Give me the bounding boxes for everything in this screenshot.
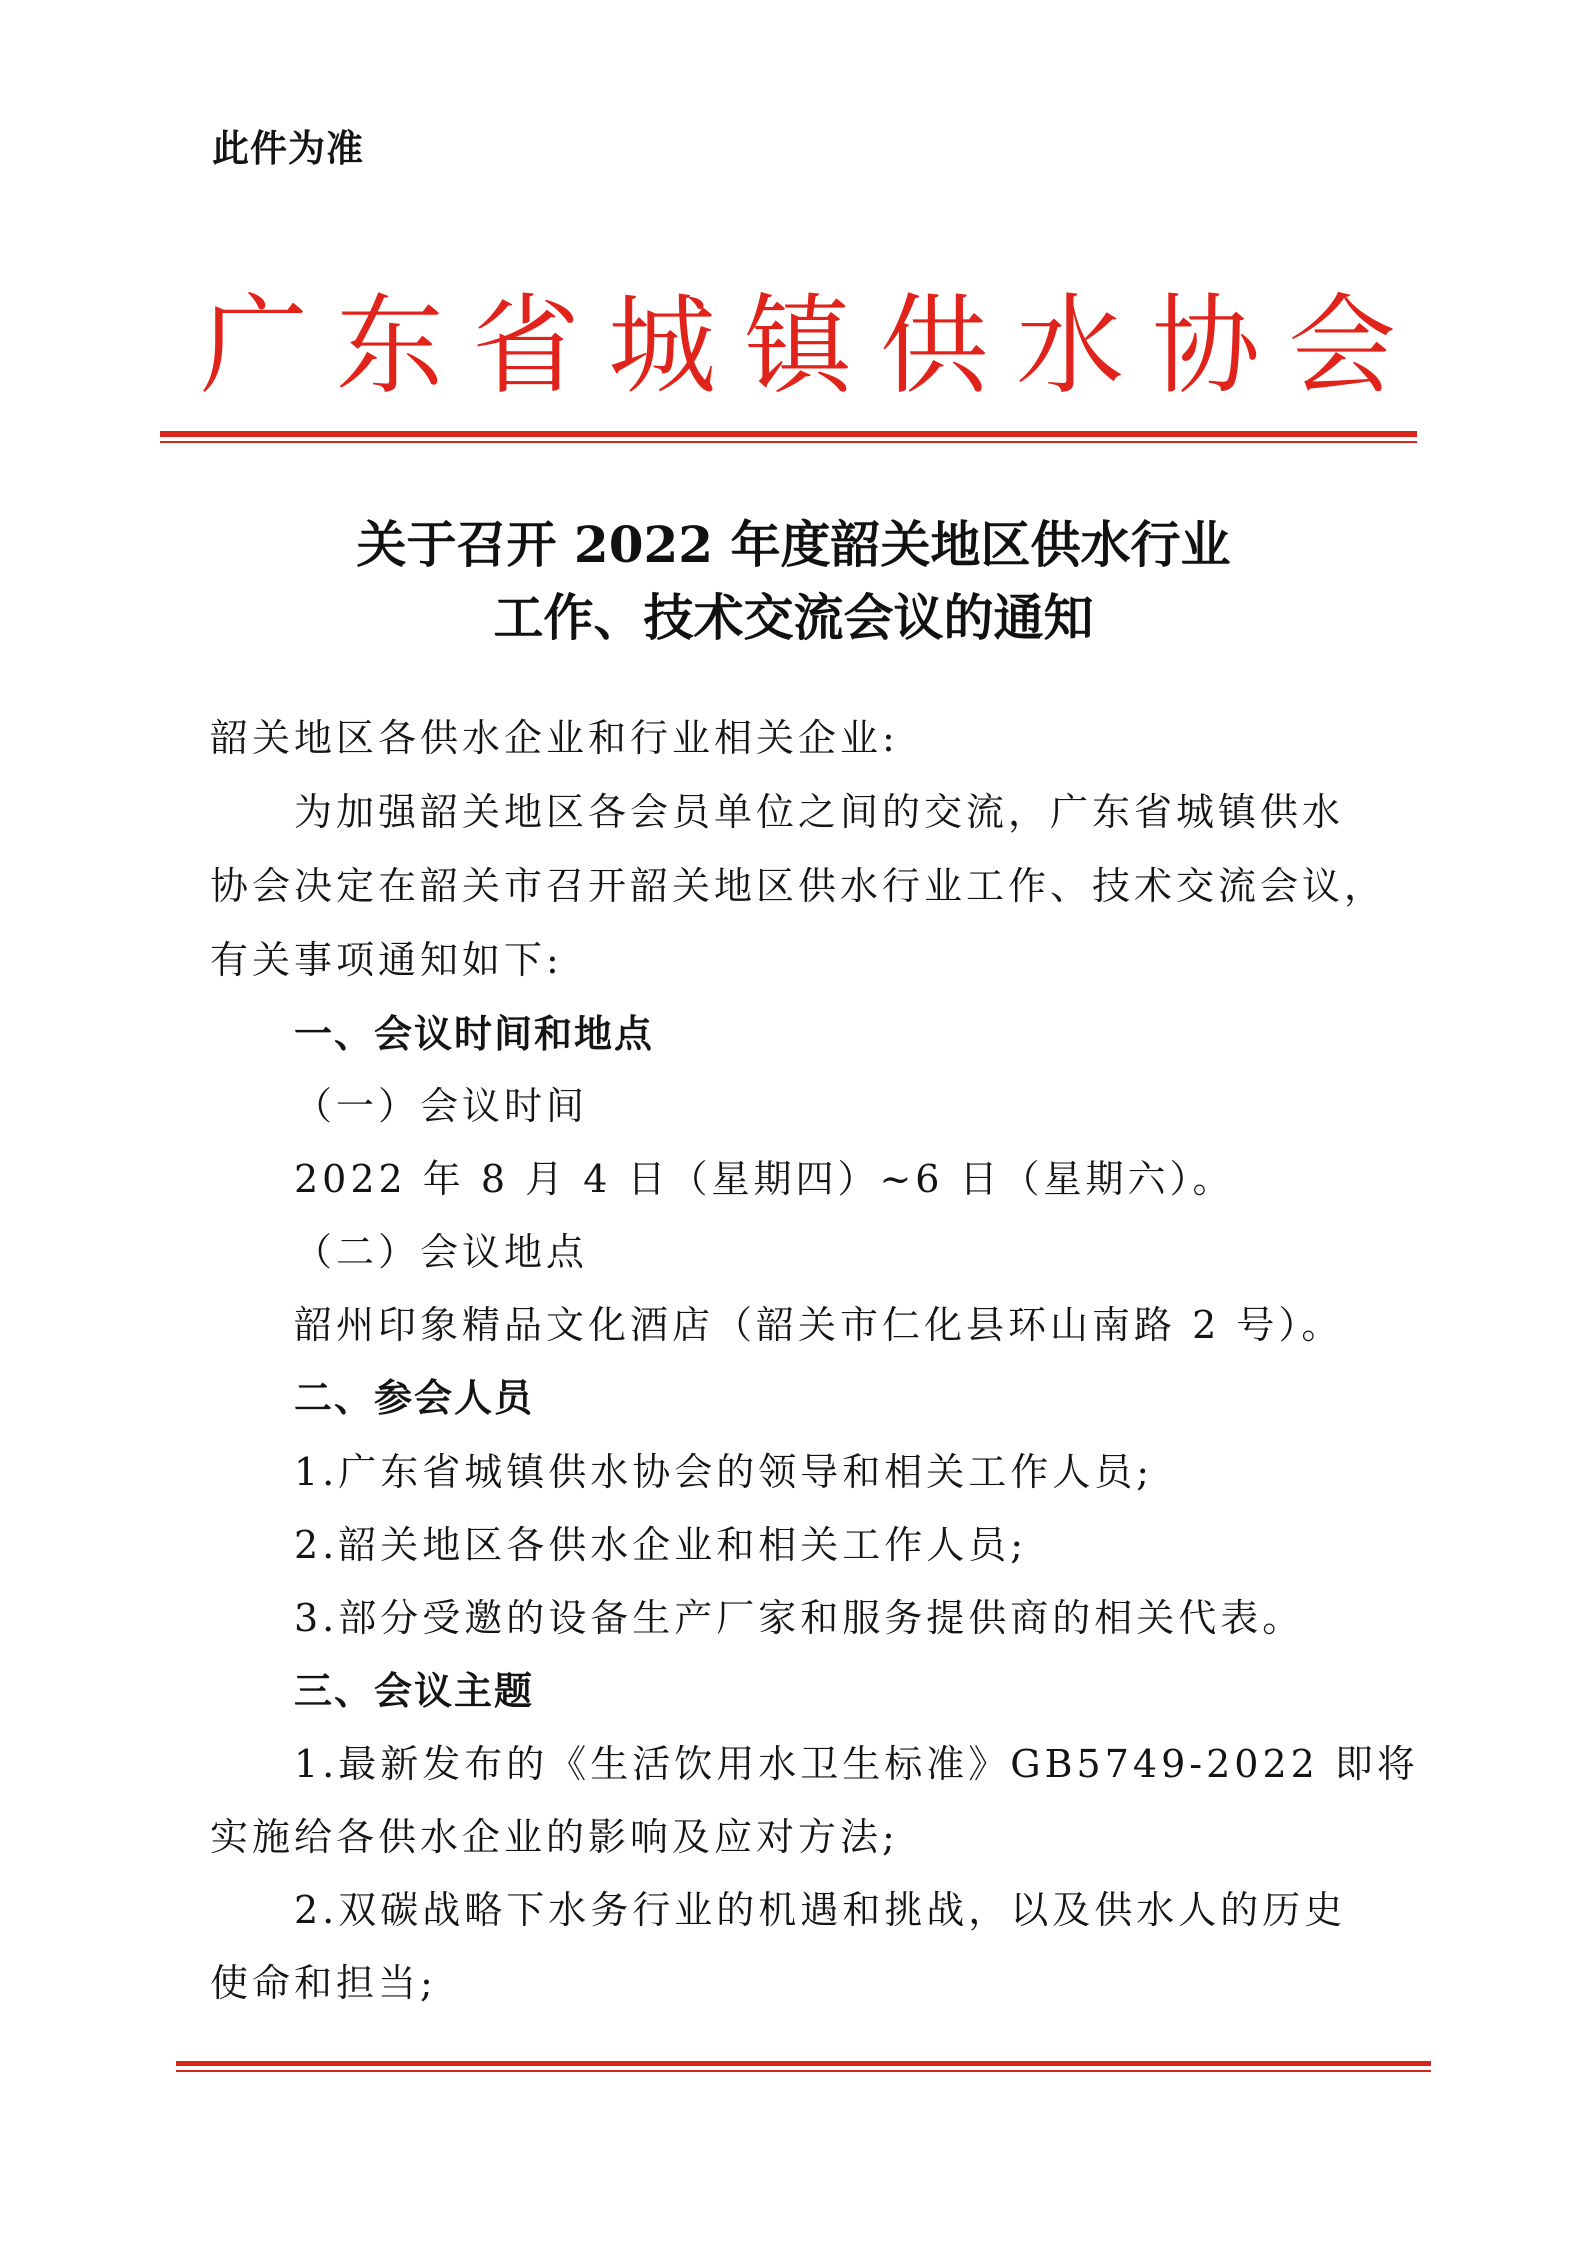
stamp-note: 此件为准 [212,127,364,170]
letterhead-org-name: 广东省城镇供水协会 [200,284,1425,409]
document-title-line-1: 关于召开 2022 年度韶关地区供水行业 [356,515,1231,574]
letterhead-rule-thin [160,441,1417,443]
footer-rule-thin [176,2070,1431,2072]
section-heading: 一、会议时间和地点 [294,1012,655,1056]
topic-item-line: 使命和担当; [210,1961,437,2005]
subsection-heading: （一）会议时间 [294,1084,589,1128]
section-heading: 三、会议主题 [294,1669,535,1713]
attendee-item: 2.韶关地区各供水企业和相关工作人员; [294,1523,1028,1567]
footer-rule-thick [176,2061,1431,2066]
document-title-line-2: 工作、技术交流会议的通知 [493,588,1094,647]
topic-item-line: 2.双碳战略下水务行业的机遇和挑战，以及供水人的历史 [294,1888,1347,1932]
meeting-time-text: 2022 年 8 月 4 日（星期四）~6 日（星期六）。 [294,1157,1235,1201]
topic-item-line: 实施给各供水企业的影响及应对方法; [210,1815,899,1859]
section-heading: 二、参会人员 [294,1376,535,1420]
meeting-venue-text: 韶州印象精品文化酒店（韶关市仁化县环山南路 2 号）。 [294,1303,1344,1347]
topic-item-line: 1.最新发布的《生活饮用水卫生标准》GB5749-2022 即将 [294,1742,1419,1786]
intro-line: 为加强韶关地区各会员单位之间的交流，广东省城镇供水 [294,790,1345,834]
attendee-item: 3.部分受邀的设备生产厂家和服务提供商的相关代表。 [294,1596,1305,1640]
letterhead-rule-thick [160,431,1417,437]
salutation: 韶关地区各供水企业和行业相关企业: [210,716,899,760]
subsection-heading: （二）会议地点 [294,1230,589,1274]
intro-line: 协会决定在韶关市召开韶关地区供水行业工作、技术交流会议， [210,864,1387,908]
intro-line: 有关事项通知如下: [210,938,563,982]
attendee-item: 1.广东省城镇供水协会的领导和相关工作人员; [294,1450,1154,1494]
